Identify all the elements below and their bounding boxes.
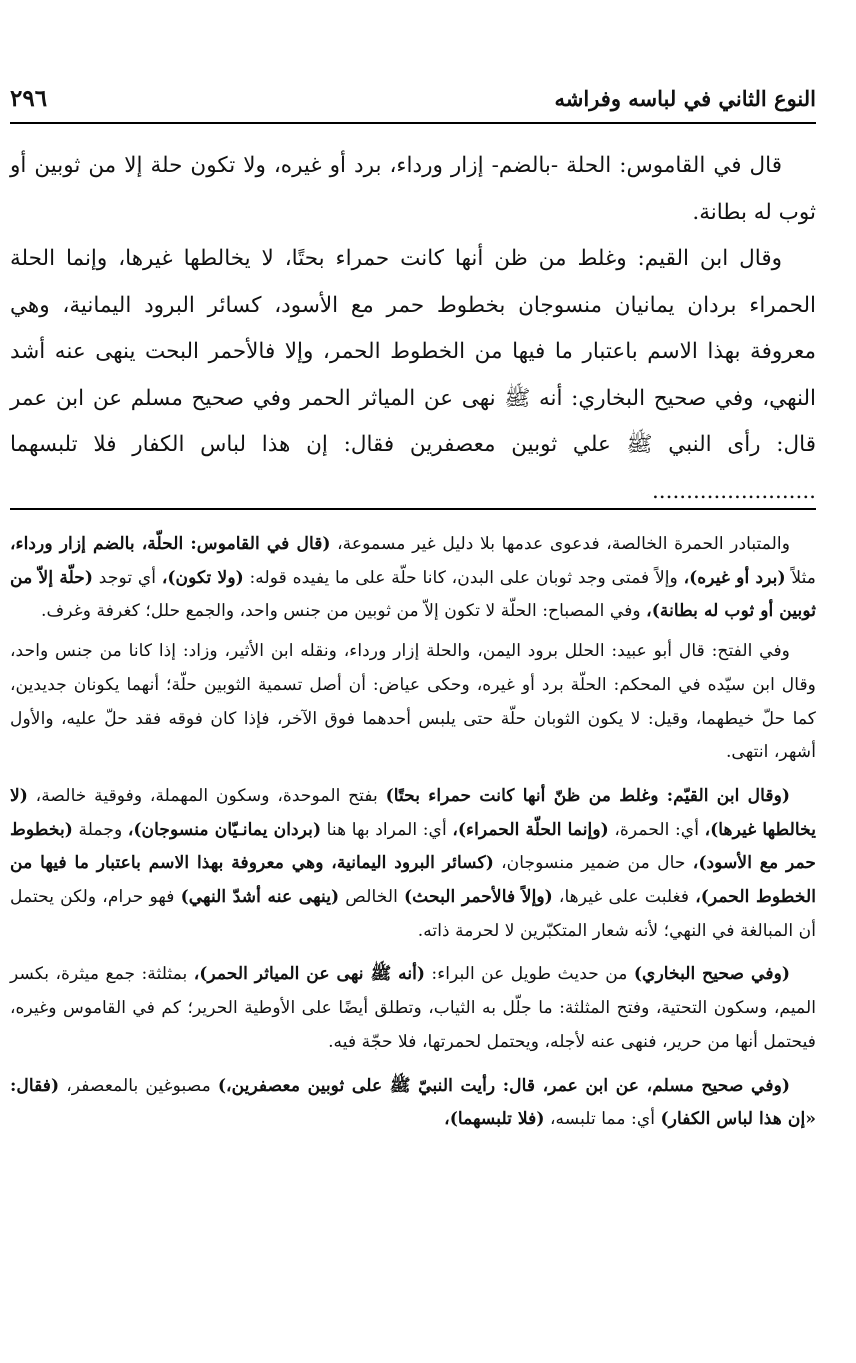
commentary-paragraph: (وقال ابن القيّم: وغلط من ظنّ أنها كانت حمراء بحتًا) بفتح الموحدة، وسكون المهملة، وفوقية خالصة، (لا يخالطها غيرها)، أي: الحمرة، (وإنما الحلّة الحمراء)، أي: المراد بها هنا (بردان يمانـيّان منسوجان)، وجملة (بخطوط حمر مع الأسود)، حال من ضمير منسوجان، (كسائر البرود اليمانية، وهي معروفة بهذا الاسم باعتبار ما فيها من الخطوط الحمر)، فغلبت على غيرها، (وإلاً فالأحمر البحث) الخالص (ينهى عنه أشدّ النهي) فهو حرام، ولكن يحتمل أن المبالغة في النهي؛ لأنه شعار المتكبّرين لا لحرمة ذاته.	[10, 785, 817, 941]
commentary-paragraph: والمتبادر الحمرة الخالصة، فدعوى عدمها بلا دليل غير مسموعة، (قال في القاموس: الحلّة، بالضم إزار ورداء، مثلاً (برد أو غيره)، وإلاً فمتى وجد ثوبان على البدن، كانا حلّة على ما يفيده قوله: (ولا تكون)، أي توجد (حلّة إلاّ من ثوبين أو ثوب له بطانة)، وفي المصباح: الحلّة لا تكون إلاّ من ثوبين من جنس واحد، والجمع حلل؛ كغرفة وغرف.	[10, 534, 816, 622]
header-divider	[10, 122, 816, 124]
commentary-paragraph: وفي الفتح: قال أبو عبيد: الحلل برود اليمن، والحلة إزار ورداء، ونقله ابن الأثير، وزاد: إذا كانا من جنس واحد، وقال ابن سيّده في المحكم: الحلّة برد أو غيره، وحكى عياض: أن أصل تسمية الثوبين حلّة؛ أنهما يكونان جديدين، كما حلّ خيطهما، وقيل: لا يكون الثوبان حلّة حتى يلبس أحدهما فوق الآخر، فإذا كان فوقه فقد حلّ عليه، والأول أشهر، انتهى.	[10, 641, 816, 763]
commentary-text	[10, 528, 816, 1147]
matn-paragraph: قال في القاموس: الحلة -بالضم- إزار ورداء، برد أو غيره، ولا تكون حلة إلا من ثوبين أو ثوب له بطانة.	[10, 153, 816, 225]
matn-text	[10, 143, 816, 515]
section-divider	[10, 508, 816, 510]
matn-paragraph: وقال ابن القيم: وغلط من ظن أنها كانت حمراء بحتًا، لا يخالطها غيرها، وإنما الحلة الحمراء بردان يمانيان منسوجان بخطوط حمر مع الأسود، كسائر البرود اليمانية، وهي معروفة بهذا الاسم باعتبار ما فيها من الخطوط الحمر، وإلا فالأحمر البحت ينهى عنه أشد النهي، وفي صحيح البخاري: أنه ﷺ نهى عن المياثر الحمر وفي صحيح مسلم عن ابن عمر قال: رأى النبي ﷺ علي ثوبين معصفرين فقال: إن هذا لباس الكفار فلا تلبسهما ........................	[10, 246, 816, 504]
section-title: النوع الثاني في لباسه وفراشه	[554, 85, 816, 111]
page-header	[10, 78, 816, 118]
commentary-paragraph: (وفي صحيح البخاري) من حديث طويل عن البراء: (أنه ﷺ نهى عن المياثر الحمر)، بمثلثة: جمع ميثرة، بكسر الميم، وسكون التحتية، وفتح المثلثة: ما جلّل به الثياب، وتطلق أيضًا على الأوطية الحرير؛ كم في القاموس وغيره، فيحتمل أنها من حرير، فنهى عنه لأجله، ويحتمل لحمرتها، فلا حجّة فيه.	[10, 964, 816, 1052]
page-number: ٢٩٦	[10, 84, 48, 112]
commentary-paragraph: (وفي صحيح مسلم، عن ابن عمر، قال: رأيت النبيّ ﷺ على ثوبين معصفرين،) مصبوغين بالمعصفر، (فقال: «إن هذا لباس الكفار) أي: مما تلبسه، (فلا تلبسهما)،	[10, 1075, 816, 1130]
